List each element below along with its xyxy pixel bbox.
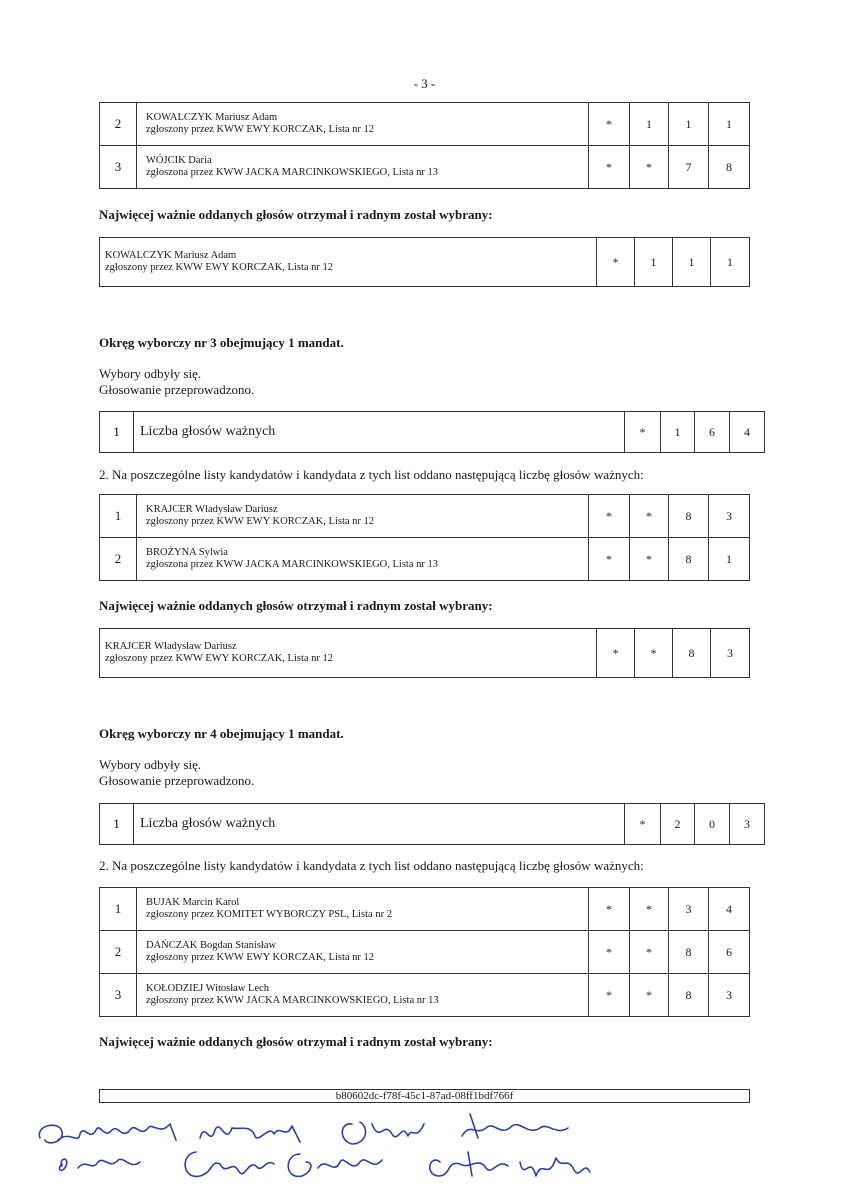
candidate-cell	[137, 538, 589, 581]
candidate-name: WÓJCIK Daria	[146, 155, 212, 166]
digit-cell: 8	[669, 495, 709, 538]
table-row	[100, 804, 765, 845]
digit-cell: *	[589, 146, 630, 189]
digit-cell: *	[630, 931, 669, 974]
handwritten-signature-9	[520, 1158, 590, 1176]
candidate-cell	[137, 974, 589, 1017]
digit-cell: *	[589, 888, 630, 931]
handwritten-signature-4	[462, 1114, 568, 1138]
row-index: 1	[100, 495, 137, 538]
digit-cell: 8	[669, 931, 709, 974]
handwritten-signature-1	[39, 1124, 176, 1143]
digit-cell: 6	[695, 412, 730, 453]
row-index: 1	[100, 804, 134, 845]
candidate-cell	[137, 495, 589, 538]
candidate-committee: zgłoszona przez KWW JACKA MARCINKOWSKIEGO, Lista nr 13	[146, 559, 439, 570]
candidate-cell	[137, 103, 589, 146]
digit-cell: 8	[673, 629, 711, 678]
row-index: 2	[100, 538, 137, 581]
candidate-name: BROŻYNA Sylwia	[146, 547, 228, 558]
valid-votes-table-district-4	[99, 803, 765, 845]
row-index: 1	[100, 412, 134, 453]
document-id: b80602dc-f78f-45c1-87ad-08ff1bdf766f	[99, 1089, 750, 1103]
candidate-name: KRAJCER Władysław Dariusz	[105, 641, 237, 652]
candidate-name: KOWALCZYK Mariusz Adam	[105, 250, 237, 261]
digit-cell: *	[630, 974, 669, 1017]
valid-votes-table-district-3	[99, 411, 765, 453]
table-row	[100, 931, 750, 974]
district-4-lists-intro: 2. Na poszczególne listy kandydatów i kandydata z tych list oddano następującą liczbę głosów ważnych:	[99, 858, 644, 873]
signatures-area	[0, 1100, 849, 1200]
table-row	[100, 888, 750, 931]
candidates-table-district-4	[99, 887, 750, 1017]
digit-cell: 1	[709, 538, 750, 581]
handwritten-signature-6	[185, 1152, 274, 1176]
candidate-cell	[100, 238, 597, 287]
candidate-name: KRAJCER Władysław Dariusz	[146, 504, 278, 515]
digit-cell: 1	[630, 103, 669, 146]
candidate-committee: zgłoszony przez KWW EWY KORCZAK, Lista nr 12	[146, 952, 375, 963]
candidate-name: BUJAK Marcin Karol	[146, 897, 240, 908]
table-row	[100, 629, 750, 678]
digit-cell: 3	[709, 974, 750, 1017]
page-number: - 3 -	[413, 76, 436, 91]
digit-cell: *	[625, 412, 661, 453]
digit-cell: *	[635, 629, 673, 678]
digit-cell: 4	[709, 888, 750, 931]
digit-cell: 8	[709, 146, 750, 189]
candidate-cell	[137, 146, 589, 189]
winner-heading-3: Najwięcej ważnie oddanych głosów otrzymał i radnym został wybrany:	[99, 598, 493, 613]
winner-heading-4: Najwięcej ważnie oddanych głosów otrzymał i radnym został wybrany:	[99, 1034, 493, 1049]
table-row	[100, 103, 750, 146]
district-4-status-1: Wybory odbyły się.	[99, 757, 202, 772]
valid-votes-label: Liczba głosów ważnych	[134, 804, 625, 845]
digit-cell: *	[630, 146, 669, 189]
digit-cell: 1	[669, 103, 709, 146]
district-3-lists-intro: 2. Na poszczególne listy kandydatów i kandydata z tych list oddano następującą liczbę głosów ważnych:	[99, 467, 644, 482]
digit-cell: *	[589, 103, 630, 146]
district-4-status-2: Głosowanie przeprowadzono.	[99, 773, 255, 788]
digit-cell: *	[625, 804, 661, 845]
candidate-committee: zgłoszony przez KWW EWY KORCZAK, Lista nr 12	[105, 653, 334, 664]
candidate-name: DAŃCZAK Bogdan Stanisław	[146, 940, 277, 951]
district-3-status-2: Głosowanie przeprowadzono.	[99, 382, 255, 397]
candidate-cell	[100, 629, 597, 678]
row-index: 2	[100, 931, 137, 974]
digit-cell: 1	[635, 238, 673, 287]
digit-cell: 3	[711, 629, 750, 678]
row-index: 2	[100, 103, 137, 146]
handwritten-signature-8	[430, 1152, 508, 1176]
candidate-name: KOŁODZIEJ Witosław Lech	[146, 983, 270, 994]
handwritten-signature-7	[288, 1154, 382, 1176]
digit-cell: *	[630, 495, 669, 538]
candidate-committee: zgłoszony przez KWW EWY KORCZAK, Lista nr 12	[105, 262, 334, 273]
candidates-table-district-2	[99, 102, 750, 189]
digit-cell: 6	[709, 931, 750, 974]
candidate-committee: zgłoszony przez KWW EWY KORCZAK, Lista nr 12	[146, 516, 375, 527]
digit-cell: 1	[661, 412, 695, 453]
handwritten-signature-3	[342, 1122, 424, 1144]
digit-cell: *	[589, 974, 630, 1017]
table-row	[100, 146, 750, 189]
row-index: 1	[100, 888, 137, 931]
digit-cell: *	[589, 538, 630, 581]
candidate-committee: zgłoszony przez KWW EWY KORCZAK, Lista nr 12	[146, 124, 375, 135]
valid-votes-label: Liczba głosów ważnych	[134, 412, 625, 453]
digit-cell: *	[597, 629, 635, 678]
digit-cell: *	[597, 238, 635, 287]
table-row	[100, 974, 750, 1017]
candidate-committee: zgłoszony przez KOMITET WYBORCZY PSL, Lista nr 2	[146, 909, 392, 920]
digit-cell: 1	[711, 238, 750, 287]
row-index: 3	[100, 146, 137, 189]
handwritten-signature-5	[59, 1159, 140, 1170]
handwritten-signature-2	[200, 1126, 300, 1142]
digit-cell: 3	[730, 804, 765, 845]
digit-cell: *	[589, 495, 630, 538]
digit-cell: 3	[669, 888, 709, 931]
digit-cell: 0	[695, 804, 730, 845]
winner-table-1	[99, 237, 750, 287]
digit-cell: 8	[669, 974, 709, 1017]
candidate-committee: zgłoszona przez KWW JACKA MARCINKOWSKIEGO, Lista nr 13	[146, 167, 439, 178]
table-row	[100, 238, 750, 287]
candidate-committee: zgłoszony przez KWW JACKA MARCINKOWSKIEGO, Lista nr 13	[146, 995, 439, 1006]
digit-cell: *	[630, 538, 669, 581]
table-row	[100, 412, 765, 453]
candidates-table-district-3	[99, 494, 750, 581]
candidate-name: KOWALCZYK Mariusz Adam	[146, 112, 278, 123]
digit-cell: 1	[673, 238, 711, 287]
table-row	[100, 538, 750, 581]
winner-table-3	[99, 628, 750, 678]
district-3-heading: Okręg wyborczy nr 3 obejmujący 1 mandat.	[99, 335, 344, 350]
table-row	[100, 495, 750, 538]
digit-cell: 2	[661, 804, 695, 845]
district-4-heading: Okręg wyborczy nr 4 obejmujący 1 mandat.	[99, 726, 344, 741]
digit-cell: 3	[709, 495, 750, 538]
row-index: 3	[100, 974, 137, 1017]
digit-cell: *	[589, 931, 630, 974]
digit-cell: 8	[669, 538, 709, 581]
digit-cell: 1	[709, 103, 750, 146]
digit-cell: *	[630, 888, 669, 931]
winner-heading-1: Najwięcej ważnie oddanych głosów otrzymał i radnym został wybrany:	[99, 207, 493, 222]
candidate-cell	[137, 931, 589, 974]
candidate-cell	[137, 888, 589, 931]
digit-cell: 4	[730, 412, 765, 453]
district-3-status-1: Wybory odbyły się.	[99, 366, 202, 381]
digit-cell: 7	[669, 146, 709, 189]
